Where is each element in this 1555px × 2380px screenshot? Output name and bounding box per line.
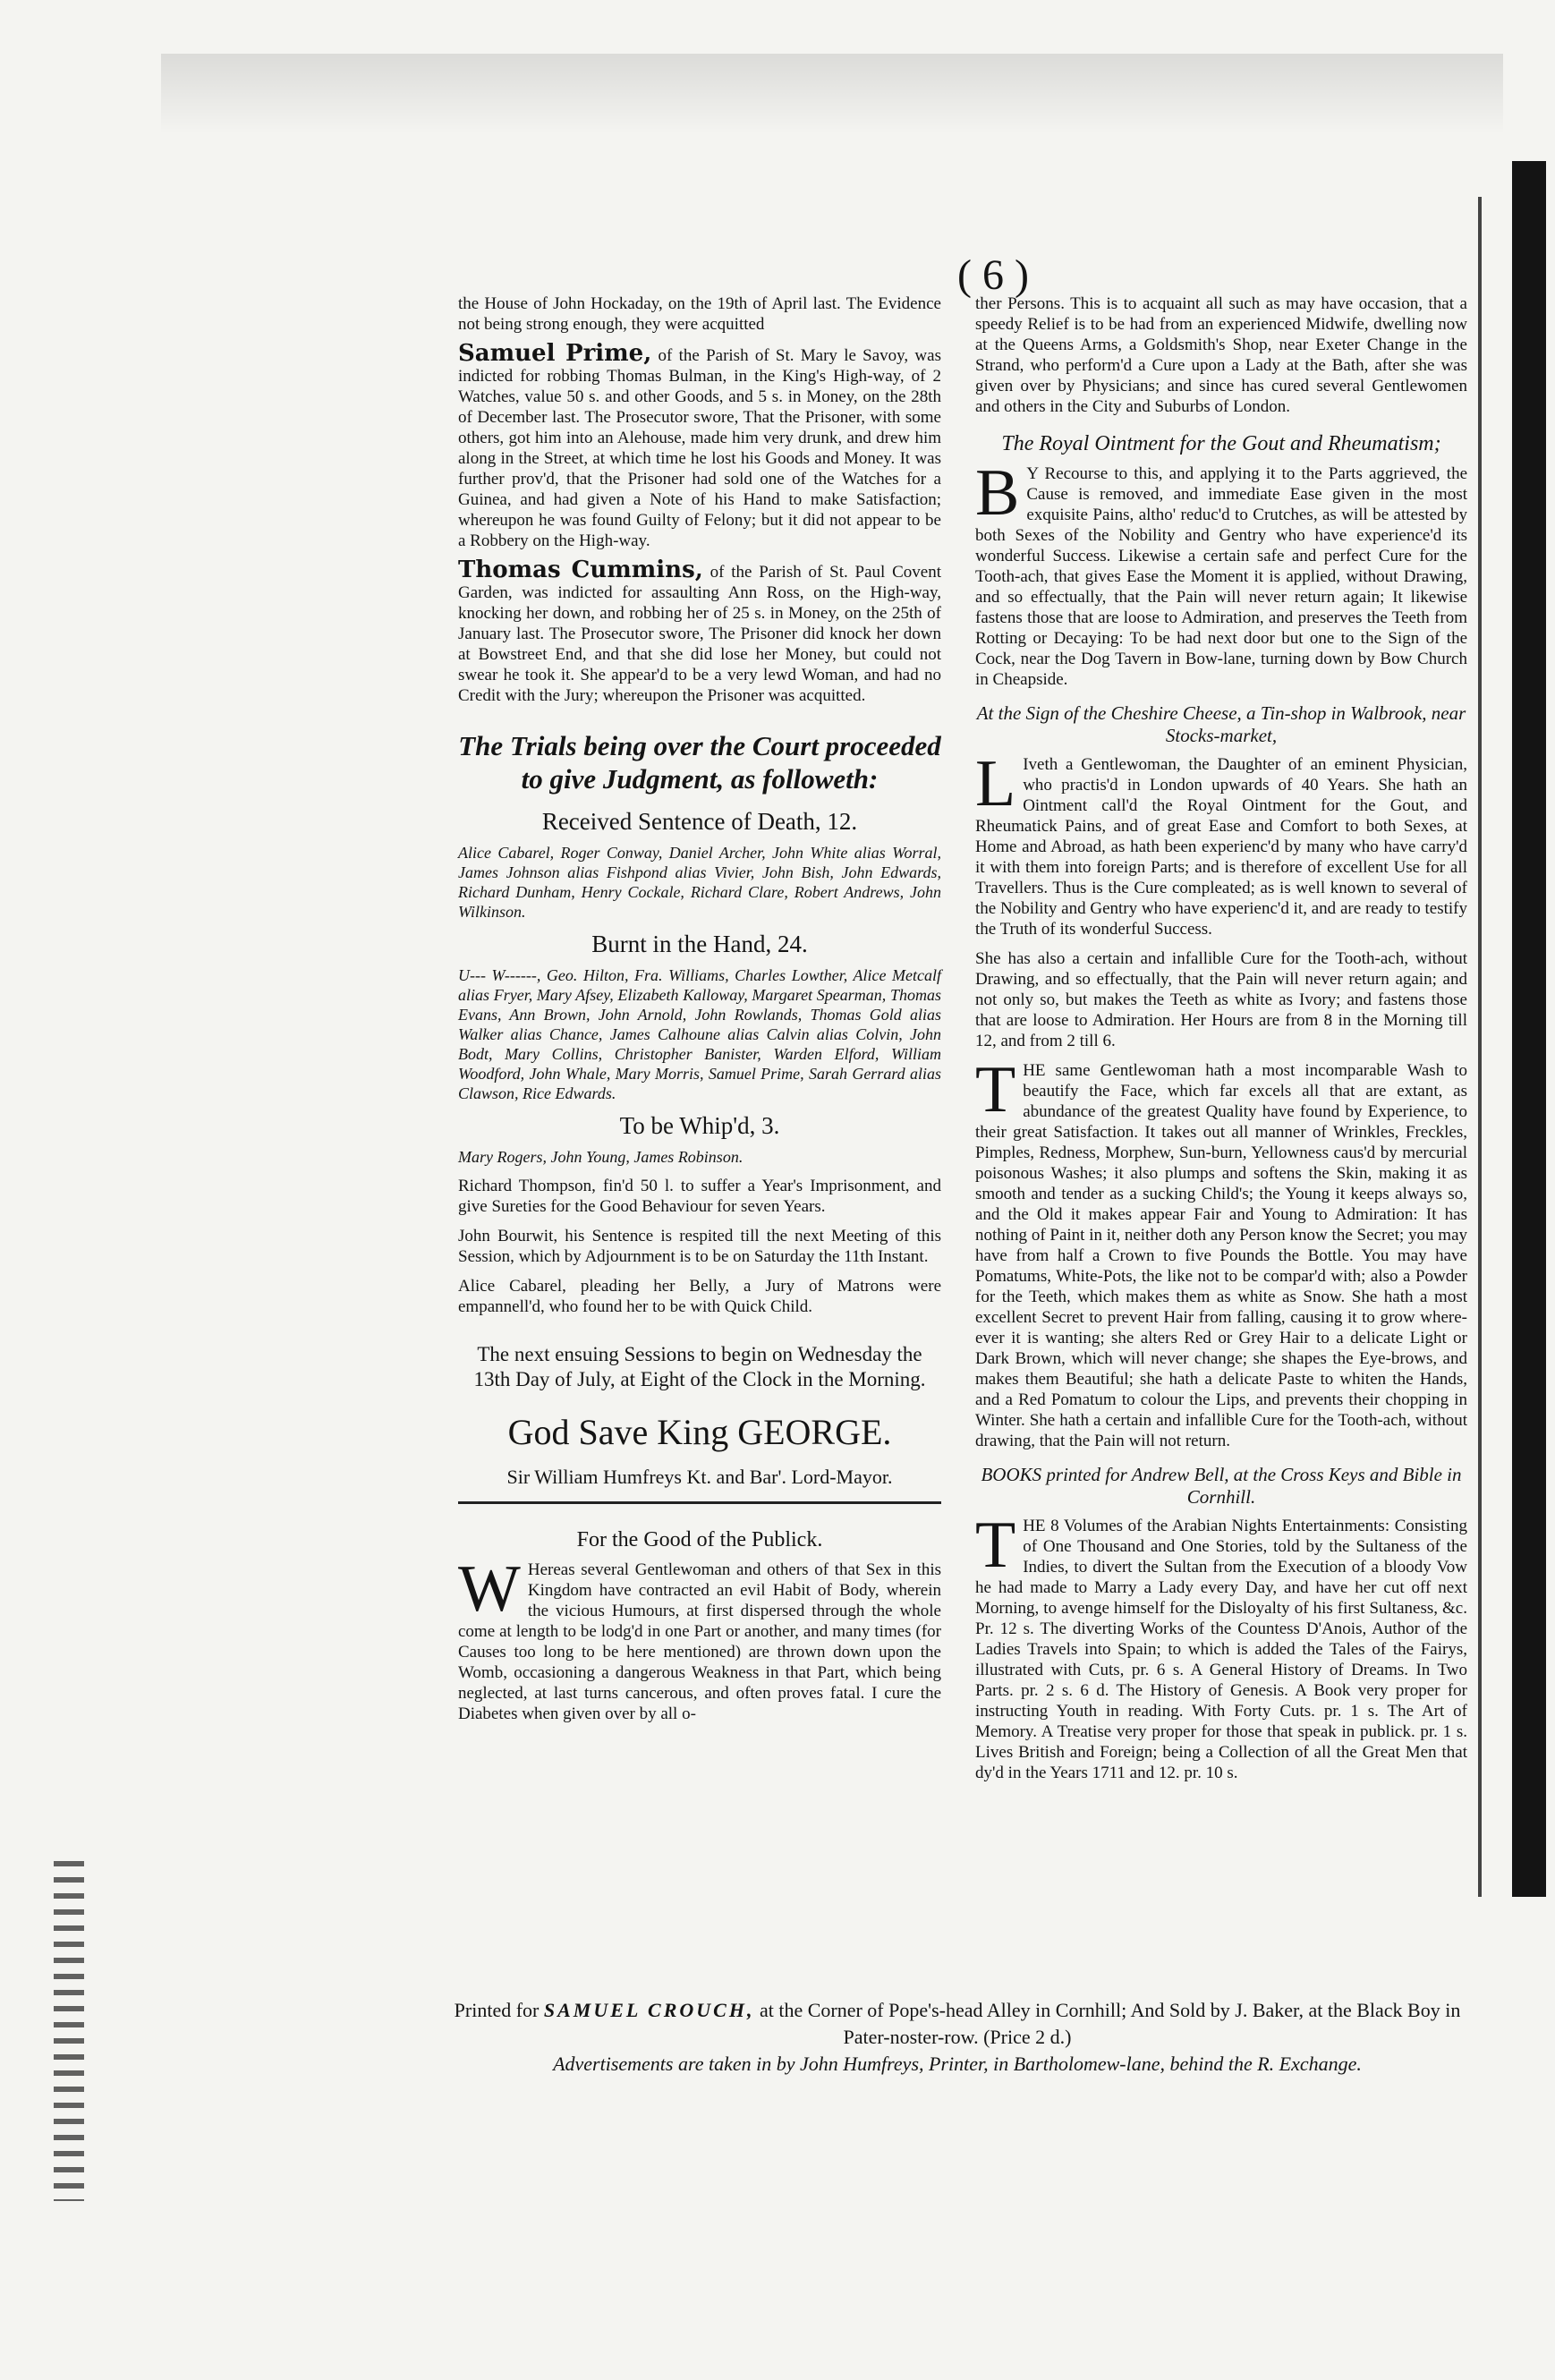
drop-cap: B	[975, 456, 1020, 530]
drop-cap: T	[975, 1053, 1016, 1126]
sentence-thompson: Richard Thompson, fin'd 50 l. to suffer a Year's Imprisonment, and give Sureties for the Good Behaviour for seven Years.	[458, 1177, 941, 1216]
cheshire-cheese-heading: At the Sign of the Cheshire Cheese, a Tin-shop in Walbrook, near Stocks-market,	[976, 702, 1466, 746]
column-edge-line	[1478, 197, 1482, 1897]
gout-advert	[975, 456, 1467, 690]
advert-text: Hereas several Gentlewoman and others of that Sex in this Kingdom have contracted an evil Habit of Body, wherein the vicious Humours, at first dispersed through the whole come at length to be lodg'd in one Part or another, and many times (for Causes too long to be here mentioned) are thrown down upon the Womb, occasioning a dangerous Weakness in that Part, which being neglected, at last turns cancerous, and often proves fatal. I cure the Diabetes when given over by all o-	[458, 1560, 941, 1723]
imprint-line-1	[429, 1997, 1485, 2051]
advert-text: Y Recourse to this, and applying it to the Parts aggrieved, the Cause is removed, and immediate Ease given in the most exquisite Pains, altho' reduc'd to Crutches, as will be attested by both Sexes of the Nobility and Gentry who have experience'd its wonderful Success. Likewise a certain safe and perfect Cure for the Tooth-ach, that gives Ease the Moment it is applied, without Drawing, and so effectually, that the Pain will never return again; It likewise fastens those that are loose to Admiration, and preserves the Teeth from Rotting or Decaying: To be had next door but one to the Sign of the Cock, near the Dog Tavern in Bow-lane, turning down by Bow Church in Cheapside.	[975, 464, 1467, 689]
imprint-footer	[429, 1997, 1485, 2078]
whip-names: Mary Rogers, John Young, James Robinson.	[458, 1148, 744, 1166]
trial-cummins	[458, 557, 941, 706]
publick-advert	[458, 1552, 941, 1724]
death-sentence-heading: Received Sentence of Death, 12.	[541, 808, 858, 835]
trial-text: of the Parish of St. Paul Covent Garden, was indicted for assaulting Ann Ross, on the High-way, knocking her down, and robbing her of 25 s. in Money, on the 25th of January last. The Prosecutor swore, The Prisoner did knock her down at Bowstreet End, and that she did lose her Money, but could not swear he took it. She appear'd to be a very lewd Woman, and had no Credit with the Jury; whereupon the Prisoner was acquitted.	[458, 563, 941, 705]
advert-text: HE 8 Volumes of the Arabian Nights Entertainments: Consisting of One Thousand and One Stories, told by the Sultaness of the Indies, to divert the Sultan from the Execution of a bloody Vow he had made to Marry a Lady every Day, and have her cut off next Morning, to avenge himself for the Disloyalty of his first Sultaness, &c. Pr. 12 s. The diverting Works of the Countess D'Anois, Author of the Ladies Travels into Spain; to which is added the Tales of the Fairys, illustrated with Cuts, pr. 6 s. A General History of Dreams. In Two Parts. pr. 2 s. 6 d. The History of Genesis. A Book very proper for instructing Youth in reading. With Forty Cuts. pr. 1 s. The Art of Memory. A Treatise very proper for those that speak in publick. pr. 1 s. Lives British and Foreign; being a Collection of all the Great Men that dy'd in the Years 1711 and 12. pr. 10 s.	[975, 1517, 1467, 1782]
next-sessions-notice: The next ensuing Sessions to begin on Wednesday the 13th Day of July, at Eight of the Clock in the Morning.	[473, 1343, 926, 1390]
trial-prime	[458, 340, 941, 551]
sentence-cabarel: Alice Cabarel, pleading her Belly, a Jury of Matrons were empannell'd, who found her to be with Quick Child.	[458, 1277, 941, 1316]
gentlewoman-advert	[975, 747, 1467, 939]
advert-text: Iveth a Gentlewoman, the Daughter of an eminent Physician, who practis'd in London upwards of 40 Years. She hath an Ointment call'd the Royal Ointment for the Gout, and Rheumatick Pains, and of great Ease and Comfort to both Sexes, at Home and Abroad, as hath been experienc'd by many who have carry'd it with them into foreign Parts; and is therefore of excellent Use for all Travellers. Thus is the Cure compleated; as is well known to several of the Nobility and Gentry who have experienc'd it, and are ready to testify the Truth of its wonderful Success.	[975, 755, 1467, 939]
margin-marks	[54, 1861, 84, 2201]
burnt-heading: Burnt in the Hand, 24.	[591, 931, 808, 957]
right-column	[975, 293, 1467, 1792]
defendant-name: Thomas Cummins,	[458, 557, 703, 583]
books-advert	[975, 1509, 1467, 1783]
burnt-names: U--- W------, Geo. Hilton, Fra. Williams, Charles Lowther, Alice Metcalf alias Fryer, Mary Afsey, Elizabeth Kalloway, Margaret Spearman, Thomas Evans, Ann Brown, John Arnold, John Rowlands, Thomas Gold alias Walker alias Chance, James Calhoune alias Calvin alias Colvin, John Bodt, Mary Collins, Christopher Banister, Warden Elford, William Woodford, John Whale, Mary Morris, Samuel Prime, Sarah Gerrard alias Clawson, Rice Edwards.	[458, 966, 941, 1102]
drop-cap: L	[975, 747, 1016, 820]
death-sentence-names: Alice Cabarel, Roger Conway, Daniel Archer, John White alias Worral, James Johnson alias Fishpond alias Vivier, John Bish, John Edwards, Richard Dunham, Henry Cockale, Richard Clare, Robert Andrews, John Wilkinson.	[458, 844, 941, 921]
left-column	[458, 293, 941, 1733]
imprint-line-2: Advertisements are taken in by John Humfreys, Printer, in Bartholomew-lane, behind the R. Exchange.	[553, 2053, 1362, 2075]
divider-rule	[458, 1501, 941, 1504]
defendant-name: Samuel Prime,	[458, 340, 652, 367]
page-number: ( 6 )	[957, 251, 1029, 299]
midwife-advert: ther Persons. This is to acquaint all such as may have occasion, that a speedy Relief is to be had from an experienced Midwife, dwelling now at the Queens Arms, a Goldsmith's Shop, near Exeter Change in the Strand, who perform'd a Cure upon a Lady at the Bath, after she was given over by Physicians; and since has cured several Gentlewomen and others in the City and Suburbs of London.	[975, 294, 1467, 416]
lord-mayor: Sir William Humfreys Kt. and Bar'. Lord-Mayor.	[506, 1466, 893, 1488]
gout-heading: The Royal Ointment for the Gout and Rheumatism;	[1001, 432, 1441, 455]
toothach-advert: She has also a certain and infallible Cure for the Tooth-ach, without Drawing, and so effectually, that the Pain will never return again; and not only so, but makes the Teeth as white as Ivory; and fastens those that are loose to Admiration. Her Hours are from 8 in the Morning till 12, and from 2 till 6.	[975, 949, 1467, 1050]
books-heading: BOOKS printed for Andrew Bell, at the Cross Keys and Bible in Cornhill.	[981, 1464, 1462, 1508]
page-edge-shadow	[1512, 161, 1546, 1897]
imprint-address: at the Corner of Pope's-head Alley in Cornhill; And Sold by J. Baker, at the Black Boy in Pater-noster-row. (Price 2 d.)	[759, 1999, 1461, 2048]
sentence-bourwit: John Bourwit, his Sentence is respited till the next Meeting of this Session, which by Adjournment is to be on Saturday the 11th Instant.	[458, 1227, 941, 1266]
drop-cap: W	[458, 1552, 521, 1626]
drop-cap: T	[975, 1509, 1016, 1582]
scan-shadow	[161, 54, 1503, 134]
wash-advert	[975, 1053, 1467, 1451]
god-save-king: God Save King GEORGE.	[507, 1412, 892, 1452]
whip-heading: To be Whip'd, 3.	[619, 1112, 780, 1139]
publick-heading: For the Good of the Publick.	[576, 1528, 823, 1551]
trial-text-hockaday: the House of John Hockaday, on the 19th of April last. The Evidence not being strong enough, they were acquitted	[458, 294, 941, 334]
trial-text: of the Parish of St. Mary le Savoy, was indicted for robbing Thomas Bulman, in the King's High-way, of 2 Watches, value 50 s. and other Goods, and 5 s. in Money, on the 28th of December last. The Prosecutor swore, That the Prisoner, with some others, got him into an Alehouse, made him very drunk, and drew him along in the Street, at which time he lost his Goods and Money. It was further prov'd, that the Prisoner had sold one of the Watches for a Guinea, and had given a Note of his Hand to make Satisfaction; whereupon he was found Guilty of Felony; but it did not appear to be a Robbery on the High-way.	[458, 346, 941, 550]
judgment-heading: The Trials being over the Court proceeded to give Judgment, as followeth:	[458, 730, 941, 795]
printer-name: SAMUEL CROUCH,	[543, 1999, 755, 2021]
advert-text: HE same Gentlewoman hath a most incomparable Wash to beautify the Face, which far excels all that are extant, as abundance of the greatest Quality have found by Experience, to their great Satisfaction. It takes out all manner of Wrinkles, Freckles, Pimples, Redness, Morphew, Sun-burn, Yellowness caus'd by mercurial poisonous Washes; it also plumps and softens the Skin, making it as smooth and tender as a sucking Child's; the Young it keeps always so, and the Old it makes appear Fair and Young to Admiration: It has nothing of Paint in it, neither doth any Person know the Secret; you may have from half a Crown to five Pounds the Bottle. You may have Pomatums, White-Pots, the like not to be compar'd with; also a Powder for the Teeth, which makes them as white as Snow. She hath a most excellent Secret to prevent Hair from falling, causing it to grow where-ever it is wanting; she alters Red or Grey Hair to a delicate Light or Dark Brown, which will never change; she shapes the Eye-brows, and makes them Beautiful; she hath a delicate Paste to whiten the Hands, and a Red Pomatum to colour the Lips, and prevents their chopping in Winter. She hath a certain and infallible Cure for the Tooth-ach, without drawing, that the Pain will not return.	[975, 1061, 1467, 1450]
imprint-printed-for: Printed for	[454, 1999, 540, 2021]
